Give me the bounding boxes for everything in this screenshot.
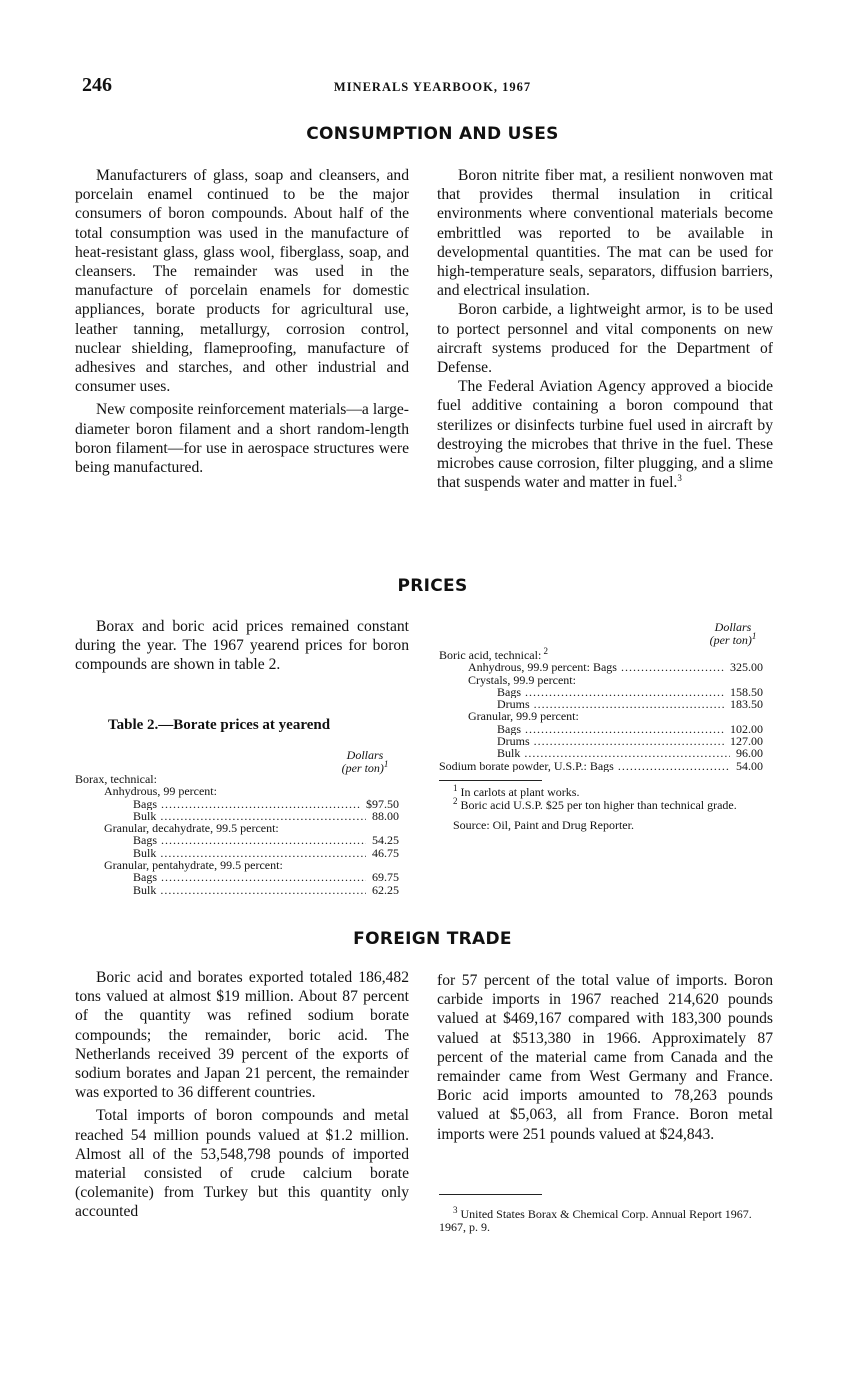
row-label — [439, 674, 757, 686]
paragraph — [437, 377, 773, 492]
row-value — [393, 785, 399, 797]
row-value: 54.00 — [736, 758, 763, 773]
row-label — [75, 859, 393, 871]
footnote — [439, 796, 775, 812]
column-header-unit: Dollars — [346, 748, 384, 762]
row-label-text: Bulk — [133, 883, 157, 896]
row-value: 96.00 — [736, 746, 763, 761]
table-row — [439, 646, 763, 662]
row-label — [439, 686, 724, 698]
row-label-text: Bags — [133, 871, 157, 884]
footnote-text: Boric acid U.S.P. $25 per ton higher than technical grade. — [460, 798, 737, 812]
section-title-consumption: CONSUMPTION AND USES — [306, 124, 559, 144]
row-label-text: Drums — [497, 735, 530, 748]
paragraph: Boron nitrite fiber mat, a resilient nonwoven mat that provides thermal insulation in critical environments where conventional materials become embrittled was reported to be available in developmental quantities. The mat can be used for high-temperature seals, separators, diffusion barriers, and electrical insulation. — [437, 167, 773, 300]
consumption-left-column — [75, 166, 409, 477]
table-row — [439, 735, 763, 747]
running-title: MINERALS YEARBOOK, 1967 — [333, 80, 532, 94]
row-value: $97.50 — [366, 796, 399, 811]
paragraph: Total imports of boron compounds and metal reached 54 million pounds valued at $1.2 million. Almost all of the 53,548,798 pounds of imported material consisted of crude calcium borate (colemanite) from Turkey but this quantity only accounted — [75, 1107, 409, 1221]
left-column-header — [330, 749, 400, 775]
row-label — [75, 822, 393, 834]
footnote-ref: 3 — [677, 473, 682, 484]
table-row — [439, 723, 763, 735]
footnote-ref: 1 — [453, 783, 458, 793]
row-value — [757, 710, 763, 722]
row-value: 88.00 — [372, 808, 399, 823]
table-row — [439, 674, 763, 686]
row-label — [439, 735, 724, 747]
column-header-per-ton — [698, 631, 768, 647]
table-row — [439, 747, 763, 759]
table-row — [75, 884, 399, 896]
table-row — [75, 859, 399, 871]
row-label-text: Bulk — [497, 747, 521, 760]
footnote-rule — [439, 780, 542, 781]
paragraph: Manufacturers of glass, soap and cleansers, and porcelain enamel continued to be the major consumers of boron compounds. About half of the total consumption was used in the manufacture of heat-resistant glass, glass wool, fiberglass, soap, and cleansers. The remainder was used in the manufacture of porcelain enamels for domestic appliances, borate products for agricultural use, leather tanning, metallurgy, corrosion control, nuclear shielding, flameproofing, manufacture of adhesives and starches, and other industrial and consumer uses. — [75, 167, 409, 396]
row-label-text: Granular, 99.9 percent: — [468, 709, 579, 724]
row-label-text: Bulk — [133, 846, 157, 860]
paragraph-text: The Federal Aviation Agency approved a biocide fuel additive containing a boron compound that sterilizes or disinfects turbine fuel used in aircraft by destroying the microbes that thrive in the fuel. These microbes cause corrosion, filter plugging, and a slime that suspends water and matter in fuel. — [437, 378, 773, 492]
table-row — [75, 822, 399, 834]
row-label-text: Boric acid, technical: — [439, 648, 542, 662]
row-label-text: Bags — [497, 685, 521, 699]
row-label-text: Anhydrous, 99 percent: — [104, 784, 217, 799]
row-value: 46.75 — [372, 845, 399, 860]
table-row — [439, 686, 763, 698]
paragraph: New composite reinforcement materials—a large-diameter boron filament and a short random-length boron filament—for use in aerospace structures were being manufactured. — [75, 401, 409, 477]
paragraph: Borax and boric acid prices remained constant during the year. The 1967 yearend prices for boron compounds are shown in table 2. — [75, 618, 409, 674]
price-table-left — [75, 773, 399, 896]
footnote-ref: 2 — [541, 646, 549, 656]
row-label — [439, 760, 730, 772]
table-row — [75, 834, 399, 846]
footnote-text: United States Borax & Chemical Corp. Annual Report 1967. 1967, p. 9. — [439, 1207, 752, 1234]
row-label-text: Sodium borate powder, U.S.P.: Bags — [439, 759, 614, 772]
column-header-unit: Dollars — [714, 620, 752, 634]
footnote-rule — [439, 1194, 542, 1195]
row-label-text: Bulk — [133, 809, 157, 823]
row-value: 102.00 — [730, 721, 763, 736]
consumption-right-column — [437, 166, 773, 492]
row-label-text: Granular, pentahydrate, 99.5 percent: — [104, 858, 283, 873]
footnote-ref: 2 — [453, 796, 458, 806]
right-column-header — [698, 621, 768, 647]
row-label-text: Borax, technical: — [75, 772, 157, 786]
section-title-prices: PRICES — [397, 576, 468, 596]
row-label — [75, 884, 366, 896]
row-value: 127.00 — [730, 734, 763, 749]
paragraph: for 57 percent of the total value of imports. Boron carbide imports in 1967 reached 214,620 pounds valued at $469,167 compared with 183,300 pounds valued at $513,380 in 1966. Approximately 87 percent of the material came from Canada and the remainder came from West Germany and France. Boric acid imports amounted to 78,263 pounds valued at $5,063, all from France. Boron metal imports were 251 pounds valued at $24,843. — [437, 972, 773, 1143]
section-title-foreign-trade: FOREIGN TRADE — [353, 929, 512, 949]
footnote-ref: 1 — [383, 759, 389, 769]
row-label — [439, 710, 757, 722]
row-label-text: Crystals, 99.9 percent: — [468, 672, 576, 687]
row-value: 325.00 — [730, 660, 763, 675]
row-label — [439, 747, 730, 759]
row-label-text: Bags — [133, 797, 157, 810]
table-row — [75, 785, 399, 797]
foreign-trade-left-column — [75, 968, 409, 1222]
footnote-ref: 3 — [453, 1205, 458, 1215]
table-row — [439, 710, 763, 722]
paragraph: Boron carbide, a lightweight armor, is to be used to portect personnel and vital components on new aircraft systems produced for the Department of Defense. — [437, 301, 773, 377]
table-source: Source: Oil, Paint and Drug Reporter. — [453, 818, 634, 832]
row-label — [75, 785, 393, 797]
page-number: 246 — [82, 74, 112, 96]
row-label — [75, 798, 360, 810]
price-table-right — [439, 646, 763, 773]
page-footnote — [439, 1205, 775, 1234]
row-label — [75, 834, 366, 846]
row-label-text: Bags — [133, 834, 157, 847]
footnote — [439, 1205, 775, 1234]
row-label-text: Bags — [497, 722, 521, 736]
row-label — [75, 871, 366, 883]
row-value: 183.50 — [730, 697, 763, 712]
table-row — [439, 760, 763, 772]
footnote-text: In carlots at plant works. — [460, 785, 580, 799]
row-label — [439, 646, 757, 662]
row-label-text: Anhydrous, 99.9 percent: Bags — [468, 661, 617, 674]
row-value: 54.25 — [372, 833, 399, 848]
table-title: Table 2.—Borate prices at yearend — [108, 717, 331, 733]
prices-paragraph-column — [75, 617, 409, 675]
column-header-per-ton-text: (per ton) — [709, 633, 752, 647]
row-label-text: Drums — [497, 698, 530, 711]
row-label — [439, 723, 724, 735]
row-label-text: Granular, decahydrate, 99.5 percent: — [104, 821, 279, 836]
table-row — [75, 871, 399, 883]
table-footnotes — [439, 783, 775, 832]
footnote-ref: 1 — [751, 631, 757, 641]
foreign-trade-right-column — [437, 971, 773, 1144]
paragraph: Boric acid and borates exported totaled 186,482 tons valued at almost $19 million. About 87 percent of the quantity was refined sodium borate compounds; the remainder, boric acid. The Netherlands received 39 percent of the exports of sodium borates and Japan 21 percent, the remainder was exported to 36 different countries. — [75, 969, 409, 1102]
row-value: 158.50 — [730, 684, 763, 699]
row-value — [393, 773, 399, 785]
row-value: 62.25 — [372, 882, 399, 897]
column-header-per-ton-text: (per ton) — [341, 761, 384, 775]
table-row — [75, 798, 399, 810]
row-value: 69.75 — [372, 870, 399, 885]
